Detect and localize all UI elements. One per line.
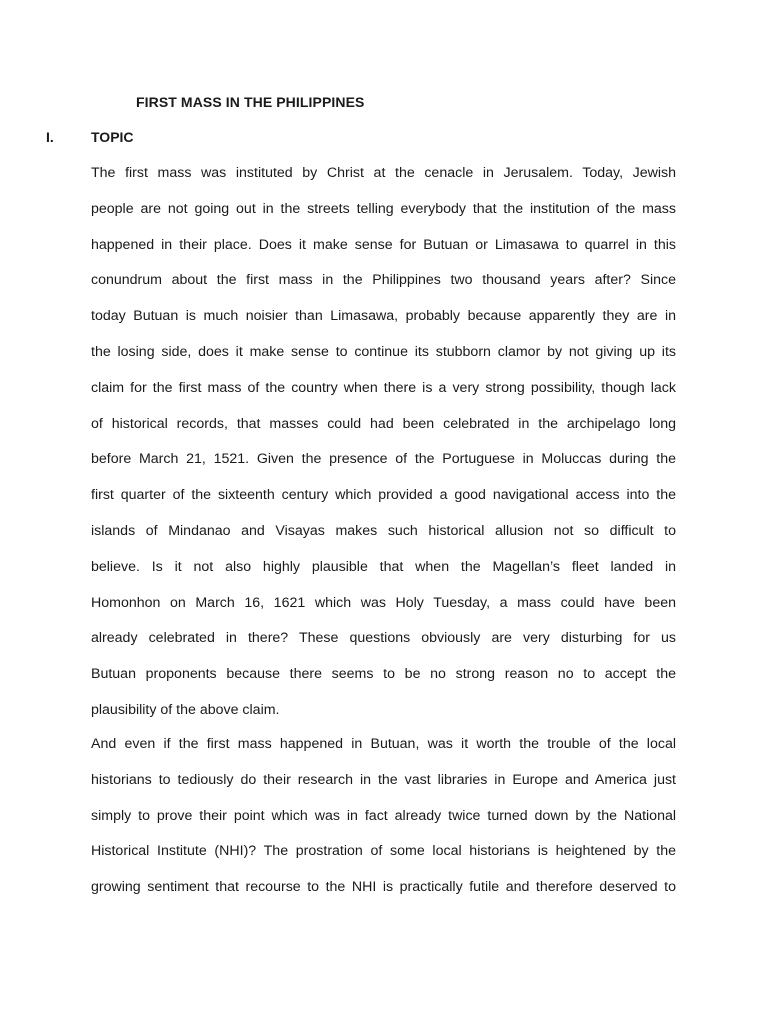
paragraph-line: Homonhon on March 16, 1621 which was Holy Tuesday, a mass could have been [91,594,676,611]
document-title: FIRST MASS IN THE PHILIPPINES [136,94,365,110]
paragraph-line: growing sentiment that recourse to the NHI is practically futile and therefore deserved to [91,879,676,896]
paragraph-line: Butuan proponents because there seems to be no strong reason no to accept the [91,666,676,683]
paragraph-line: people are not going out in the streets telling everybody that the institution of the mass [91,200,676,217]
section-title: TOPIC [91,129,134,145]
paragraph-line: historians to tediously do their research in the vast libraries in Europe and America just [91,771,676,788]
paragraph-line: of historical records, that masses could had been celebrated in the archipelago long [91,415,676,432]
paragraph-2 [91,727,676,906]
paragraph-line: the losing side, does it make sense to continue its stubborn clamor by not giving up its [91,343,676,360]
paragraph-line: happened in their place. Does it make sense for Butuan or Limasawa to quarrel in this [91,236,676,253]
paragraph-1 [91,156,676,729]
paragraph-line: And even if the first mass happened in Butuan, was it worth the trouble of the local [91,736,676,752]
paragraph-line: conundrum about the first mass in the Philippines two thousand years after? Since [91,272,676,289]
paragraph-line: claim for the first mass of the country when there is a very strong possibility, though lack [91,379,676,396]
paragraph-line: islands of Mindanao and Visayas makes such historical allusion not so difficult to [91,522,676,539]
paragraph-line: plausibility of the above claim. [91,701,280,718]
paragraph-line: today Butuan is much noisier than Limasawa, probably because apparently they are in [91,308,676,325]
paragraph-line: already celebrated in there? These questions obviously are very disturbing for us [91,630,676,647]
paragraph-line: before March 21, 1521. Given the presence of the Portuguese in Moluccas during the [91,451,676,468]
paragraph-line: Historical Institute (NHI)? The prostration of some local historians is heightened by the [91,843,676,860]
paragraph-line: simply to prove their point which was in fact already twice turned down by the National [91,807,676,824]
paragraph-line: The first mass was instituted by Christ at the cenacle in Jerusalem. Today, Jewish [91,165,676,181]
paragraph-line: believe. Is it not also highly plausible that when the Magellan’s fleet landed in [91,558,676,575]
paragraph-line: first quarter of the sixteenth century which provided a good navigational access into the [91,487,676,504]
section-number: I. [46,129,54,145]
